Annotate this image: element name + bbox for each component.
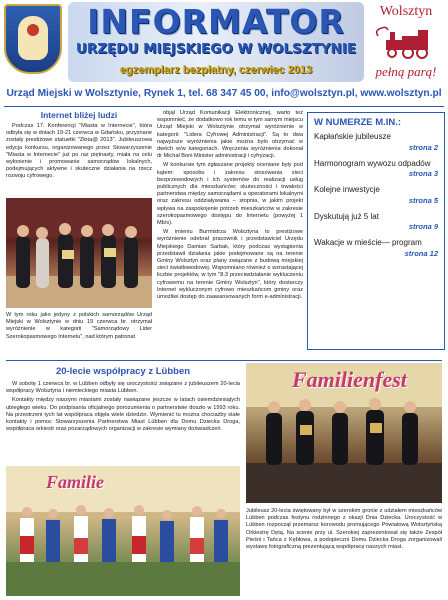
steam-train-icon [372, 26, 440, 60]
paragraph: Kontakty między naszymi miastami zostały nawiązane jeszcze w latach osiemdziesiątych ubiegłego wieku. Do podpisania oficjalnego porozumienia o partnerstwie doszło w 1993 roku. Na przestrzeni tych lat współpraca objęła wiele dziedzin. Wymienić tu można chociażby stałe kontakty i pomoc Stowarzyszenia Partnerstwa Miast Lübben dla Domu Dziecka Droga, współpraca orkiestr oraz pozarządowych organizacji w zakresie wymiany doświadczeń. [6, 397, 240, 433]
article1-text-left [6, 123, 152, 181]
article1-column-right [157, 110, 303, 303]
toc-item-page: strona 2 [408, 142, 438, 152]
city-logo [366, 4, 446, 84]
article1-column-left [6, 110, 152, 183]
toc-item-label: Kolejne inwestycje [314, 185, 380, 194]
festival-banner-text: Familie [46, 472, 104, 492]
edition-note: egzemplarz bezpłatny, czerwiec 2013 [119, 64, 313, 76]
logo-city-name: Wolsztyn [379, 4, 433, 19]
section-divider [6, 360, 442, 361]
toc-entry[interactable] [314, 212, 438, 232]
toc-item-page: strona 12 [404, 248, 438, 258]
article1-photo-caption: W tym roku jako jedyny z polskich samorządów Urząd Miejski w Wolsztynie w dniu 19 czerwca br. otrzymał wyróżnienie w kategorii "Samorządowy Lider Szerokopasmowego Internetu", nad którym patronat [6, 312, 152, 340]
festival-banner-text: Familienfest [292, 367, 407, 392]
toc-item-page: strona 5 [408, 195, 438, 205]
toc-entry[interactable] [314, 185, 438, 205]
toc-item-label: Wakacje w mieście— program [314, 238, 422, 247]
toc-item-label: Dyskutują już 5 lat [314, 211, 379, 221]
article2-photo-caption: Jubileusz 20-lecia świętowany był w szerokim gronie z udziałem mieszkańców Lübben podczas festynu rodzinnego z okazji Dnia Dziecka. Uroczystość w Lübben rozpoczął przemarsz korowodu promującego Powiatową Wolsztyńską Orkiestrę Dętą. Na scenie przy ul. Szerokiej zaprezentował się także Zespół Pieśni i Tańca z Kębłowa, a podopieczni Domu Dziecka Droga zorganizowali wystawę fotograficzną prezentującą współpracę naszych miast. [246, 508, 442, 551]
toc-item-page: strona 9 [408, 222, 438, 231]
paragraph: objął Urząd Komunikacji Elektronicznej, warto też wspomnieć, że dodatkowo rok temu w tym samym miejscu Urząd Miejski w Wolsztynie otrzymał wyróżnienie w kategorii: "Lidera Cyfrowej Administracji". Są to dwa najwyższe wyróżnienia jakie można było otrzymać w dwóch w/w kategoriach. Wręczenia wyróżnienia dokonał dr Michał Boni Minister administracji i cyfryzacji. [157, 110, 303, 160]
logo-slogan: pełną parą! [375, 64, 437, 79]
title-banner [68, 2, 364, 82]
award-ceremony-photo [6, 198, 152, 308]
contact-address: Urząd Miejski w Wolsztynie, Rynek 1, tel. 68 347 45 00, info@wolsztyn.pl, www.wolsztyn.pl [0, 88, 448, 104]
article2-title: 20-lecie współpracy z Lübben [55, 366, 191, 377]
article1-text-right [157, 110, 303, 301]
article2-text [6, 381, 240, 435]
toc-item-page: strona 3 [408, 169, 438, 178]
paragraph: W sobotę 1 czerwca br. w Lübben odbyły się uroczystości związane z jubileuszem 20-lecia współpracy Wolsztyna i niemieckiego miasta Lübben. [6, 381, 240, 395]
article1-title: Internet bliżej ludzi [40, 110, 118, 120]
festival-stage-photo [246, 363, 442, 503]
toc-entry[interactable] [314, 159, 438, 179]
in-this-issue-box [307, 112, 445, 350]
newsletter-subtitle: URZĘDU MIEJSKIEGO W WOLSZTYNIE [75, 41, 357, 57]
folk-dancers-photo [6, 466, 240, 596]
city-crest-icon [4, 4, 62, 74]
toc-heading: W NUMERZE M.IN.: [314, 117, 402, 128]
toc-item-label: Kapłańskie jubileusze [314, 132, 391, 141]
folk-dancers-illustration [6, 466, 240, 596]
toc-item-label: Harmonogram wywozu odpadów [314, 158, 431, 168]
newsletter-title: INFORMATOR [87, 2, 345, 41]
toc-entry[interactable] [314, 238, 438, 258]
award-ceremony-illustration [6, 198, 152, 308]
toc-entry[interactable] [314, 132, 438, 152]
masthead [0, 0, 448, 86]
paragraph: Podczas 17. Konferencji "Miasta w Internecie", która odbyła się w dniach 19-21 czerwca w Gdańsku, przyznane zostały prestiżowe statuetki "Złota@ 2013". Jubileuszowa edycja konkursu, organizowanego przez Stowarzyszenie "Miasta w Internecie" już po raz piętnasty, miała na celu wyłonienie i promowanie samorządów lokalnych, podejmujących aktywne i skuteczne działania na rzecz rozwoju cyfrowego. [6, 123, 152, 180]
paragraph: W imieniu Burmistrza Wolsztyna to prestiżowe wyróżnienie odebrał pracownik i przedstawiciel Urzędu Miejskiego Damian Sarbak, który podczas wystąpienia przedstawił działania jakie podejmowane są na terenie Gminy Wolsztyn oraz plany związane z budową miejskiej sieci światłowodowej. Wspomniano również o wzrastającej liczbie projektów, w tym "8.3 przeciwdziałanie wykluczeniu cyfrowemu na terenie Gminy Wolsztyn", który dostarczy Internet wykluczonym cyfrowo mieszkańcom gminy oraz umożliwi dostęp do zaawansowanych form e-administracji. [157, 229, 303, 301]
paragraph: W konkursie tym zgłaszane projekty oceniane były pod kątem: sposobu i zakresu stosowania sieci bezprzewodowych i ich systemów do realizacji usług publicznych dla mieszkańców; skuteczności i trwałości partnerstwa między samorządami a operatorami lokalnymi oraz zakresu oddziaływania – stopnia, w jakim projekt wpływa na zaspokojenie potrzeb mieszkańców w zakresie szerokopasmowego dostępu do Internetu (powyżej 1 Mb/s). [157, 162, 303, 227]
